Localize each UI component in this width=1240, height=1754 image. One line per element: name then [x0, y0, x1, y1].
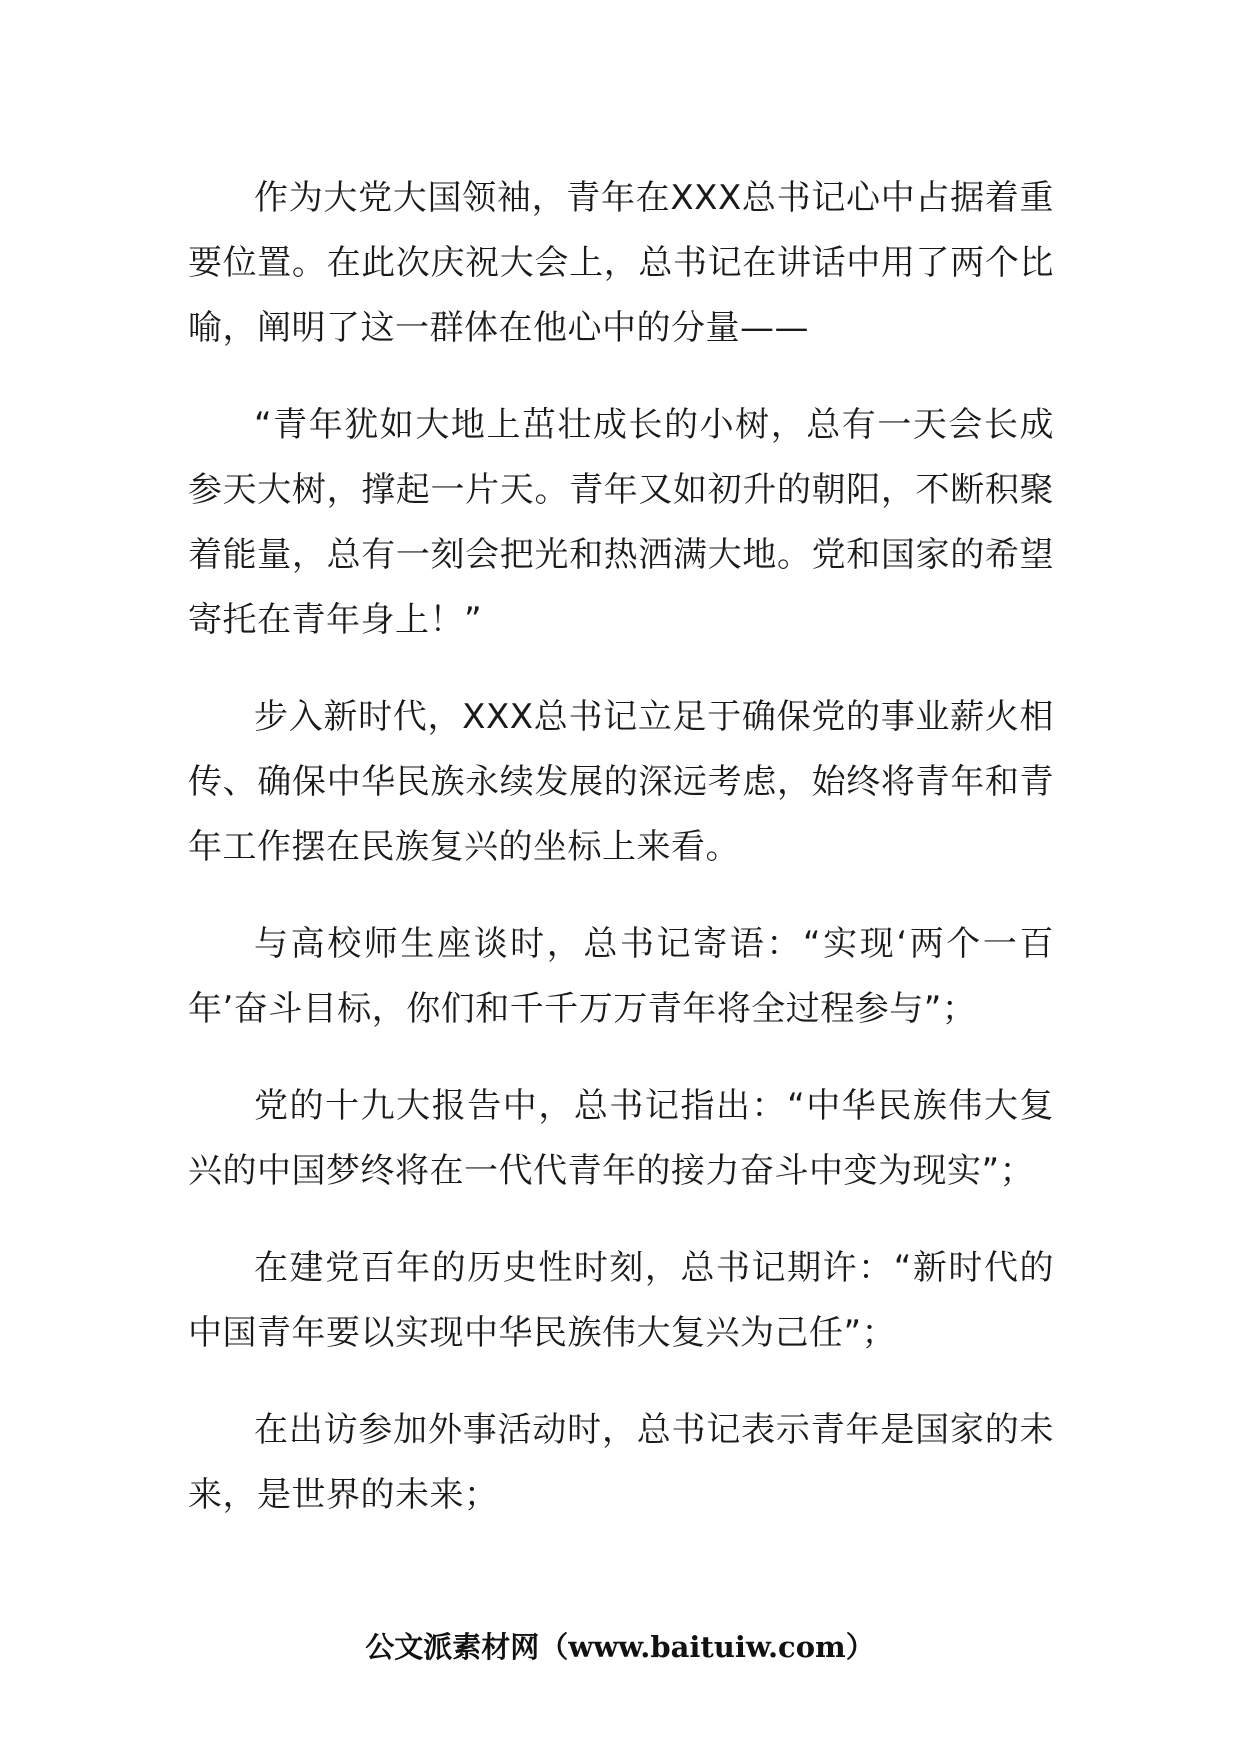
- paragraph-7: 在出访参加外事活动时，总书记表示青年是国家的未来，是世界的未来；: [188, 1410, 1054, 1515]
- page-footer-source: 公文派素材网（www.baituiw.com）: [365, 1630, 875, 1664]
- paragraph-4: 与高校师生座谈时，总书记寄语：“实现‘两个一百年’奋斗目标，你们和千千万万青年将全过程参与”；: [188, 924, 1054, 1029]
- paragraph-5: 党的十九大报告中，总书记指出：“中华民族伟大复兴的中国梦终将在一代代青年的接力奋斗中变为现实”；: [188, 1086, 1054, 1191]
- paragraph-3: 步入新时代，XXX总书记立足于确保党的事业薪火相传、确保中华民族永续发展的深远考虑，始终将青年和青年工作摆在民族复兴的坐标上来看。: [188, 697, 1054, 867]
- paragraph-1: 作为大党大国领袖，青年在XXX总书记心中占据着重要位置。在此次庆祝大会上，总书记在讲话中用了两个比喻，阐明了这一群体在他心中的分量——: [188, 178, 1054, 348]
- document-body: [188, 166, 1054, 1560]
- paragraph-2: “青年犹如大地上茁壮成长的小树，总有一天会长成参天大树，撑起一片天。青年又如初升的朝阳，不断积聚着能量，总有一刻会把光和热洒满大地。党和国家的希望寄托在青年身上！”: [188, 405, 1054, 640]
- paragraph-6: 在建党百年的历史性时刻，总书记期许：“新时代的中国青年要以实现中华民族伟大复兴为己任”；: [188, 1248, 1054, 1353]
